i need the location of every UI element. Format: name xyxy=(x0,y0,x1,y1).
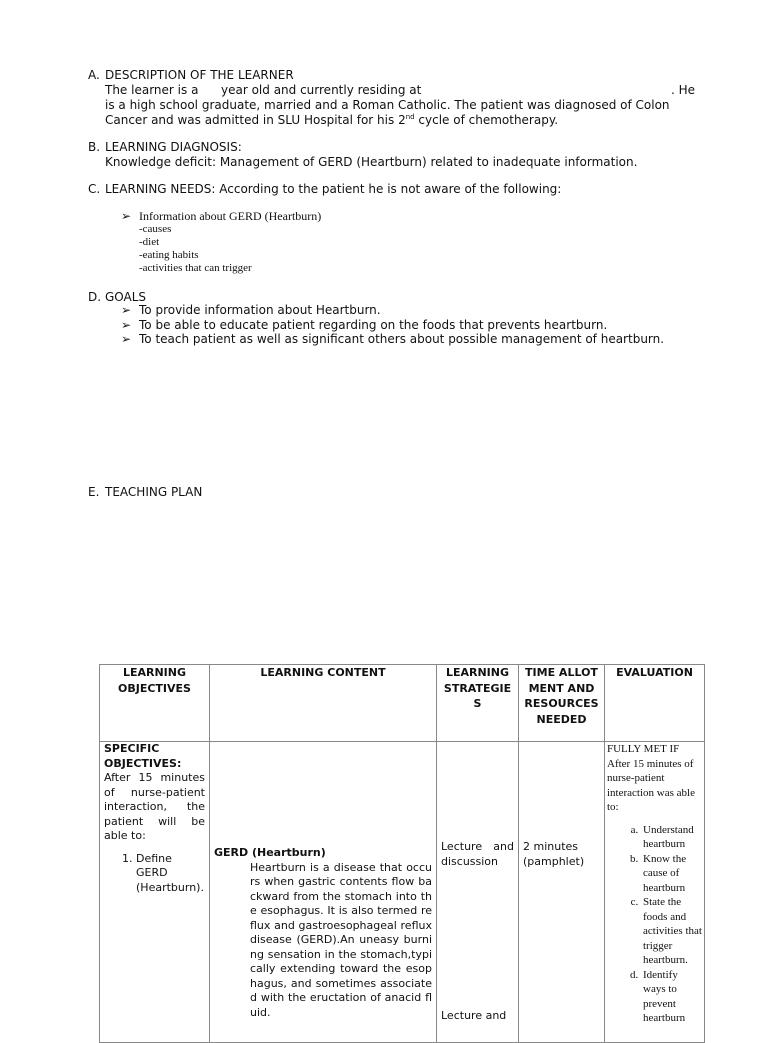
arrow-bullet-icon: ➢ xyxy=(121,317,132,332)
time-cell xyxy=(519,742,605,1043)
learner-text: year old and currently residing at xyxy=(221,83,422,97)
superscript: nd xyxy=(405,113,415,121)
goal-item: To be able to educate patient regarding on the foods that prevents heartburn. xyxy=(139,317,608,332)
content-title: GERD (Heartburn) xyxy=(214,846,326,859)
arrow-bullet-icon: ➢ xyxy=(121,303,132,317)
section-letter: B. xyxy=(88,140,101,154)
arrow-bullet-icon: ➢ xyxy=(121,332,132,346)
strategy-item: Lecture and discussion xyxy=(441,840,514,868)
learner-text: . He xyxy=(671,83,696,97)
evaluation-item: b. Know the cause of heartburn xyxy=(641,852,702,896)
section-letter: E. xyxy=(88,485,100,499)
needs-bullet: Information about GERD (Heartburn) xyxy=(139,209,322,223)
content-text: Heartburn is a disease that occurs when gastric contents flow backward from the stomach into the esophagus. It is also termed reflux and gastroesophageal reflux disease (GERD).An uneasy burning sensation in the stomach,typically extending toward the esophagus, and sometimes associated with the eructation of anacid fluid. xyxy=(250,860,432,1019)
section-c xyxy=(88,182,708,197)
section-heading: DESCRIPTION OF THE LEARNER xyxy=(105,68,294,82)
needs-item: -eating habits xyxy=(139,249,199,261)
objectives-title: SPECIFIC OBJECTIVES: xyxy=(104,742,182,770)
evaluation-cell xyxy=(605,742,705,1043)
objectives-cell xyxy=(100,742,210,1043)
section-heading: TEACHING PLAN xyxy=(105,485,203,499)
section-letter: D. xyxy=(88,290,102,304)
column-header: EVALUATION xyxy=(605,665,705,742)
learner-text: is a high school graduate, married and a Roman Catholic. The patient was diagnosed of Colon xyxy=(105,98,670,112)
content-cell xyxy=(210,742,437,1043)
learner-text: Cancer and was admitted in SLU Hospital for his 2 xyxy=(105,113,406,127)
goal-item: To provide information about Heartburn. xyxy=(139,303,381,317)
evaluation-item: d. Identify ways to prevent heartburn xyxy=(641,968,702,1026)
column-header: LEARNING STRATEGIES xyxy=(437,665,519,742)
section-letter: C. xyxy=(88,182,101,196)
section-e xyxy=(88,485,708,500)
goals-list xyxy=(121,303,664,347)
strategies-cell xyxy=(437,742,519,1043)
learner-text: cycle of chemotherapy. xyxy=(414,113,559,127)
time-allotment: 2 minutes (pamphlet) xyxy=(523,840,585,868)
learning-needs-list xyxy=(121,209,321,275)
section-heading: LEARNING NEEDS: According to the patient he is not aware of the following: xyxy=(105,182,562,196)
section-letter: A. xyxy=(88,68,100,82)
diagnosis-text: Knowledge deficit: Management of GERD (Heartburn) related to inadequate information. xyxy=(105,155,638,169)
column-header: TIME ALLOTMENT AND RESOURCES NEEDED xyxy=(519,665,605,742)
section-b xyxy=(88,140,708,170)
learner-text: The learner is a xyxy=(105,83,199,97)
strategy-item: Lecture and xyxy=(441,1009,507,1022)
objective-item: 1. Define GERD (Heartburn). xyxy=(136,852,205,896)
goal-item: To teach patient as well as significant others about possible management of heartburn. xyxy=(139,332,665,346)
needs-item: -diet xyxy=(139,236,160,248)
needs-item: -causes xyxy=(139,223,172,235)
column-header: LEARNING OBJECTIVES xyxy=(100,665,210,742)
table-row xyxy=(100,742,705,1043)
section-heading: LEARNING DIAGNOSIS: xyxy=(105,140,242,154)
evaluation-intro: FULLY MET IF After 15 minutes of nurse-patient interaction was able to: xyxy=(607,743,695,813)
column-header: LEARNING CONTENT xyxy=(210,665,437,742)
needs-item: -activities that can trigger xyxy=(139,262,252,274)
evaluation-item: c. State the foods and activities that trigger heartburn. xyxy=(641,895,702,968)
section-a xyxy=(88,68,708,128)
arrow-bullet-icon: ➢ xyxy=(121,209,132,223)
teaching-plan-table xyxy=(99,664,705,1043)
evaluation-item: a. Understand heartburn xyxy=(641,823,702,852)
section-heading: GOALS xyxy=(105,290,147,304)
objectives-intro: After 15 minutes of nurse-patient interaction, the patient will be able to: xyxy=(104,771,205,842)
table-header-row xyxy=(100,665,705,742)
